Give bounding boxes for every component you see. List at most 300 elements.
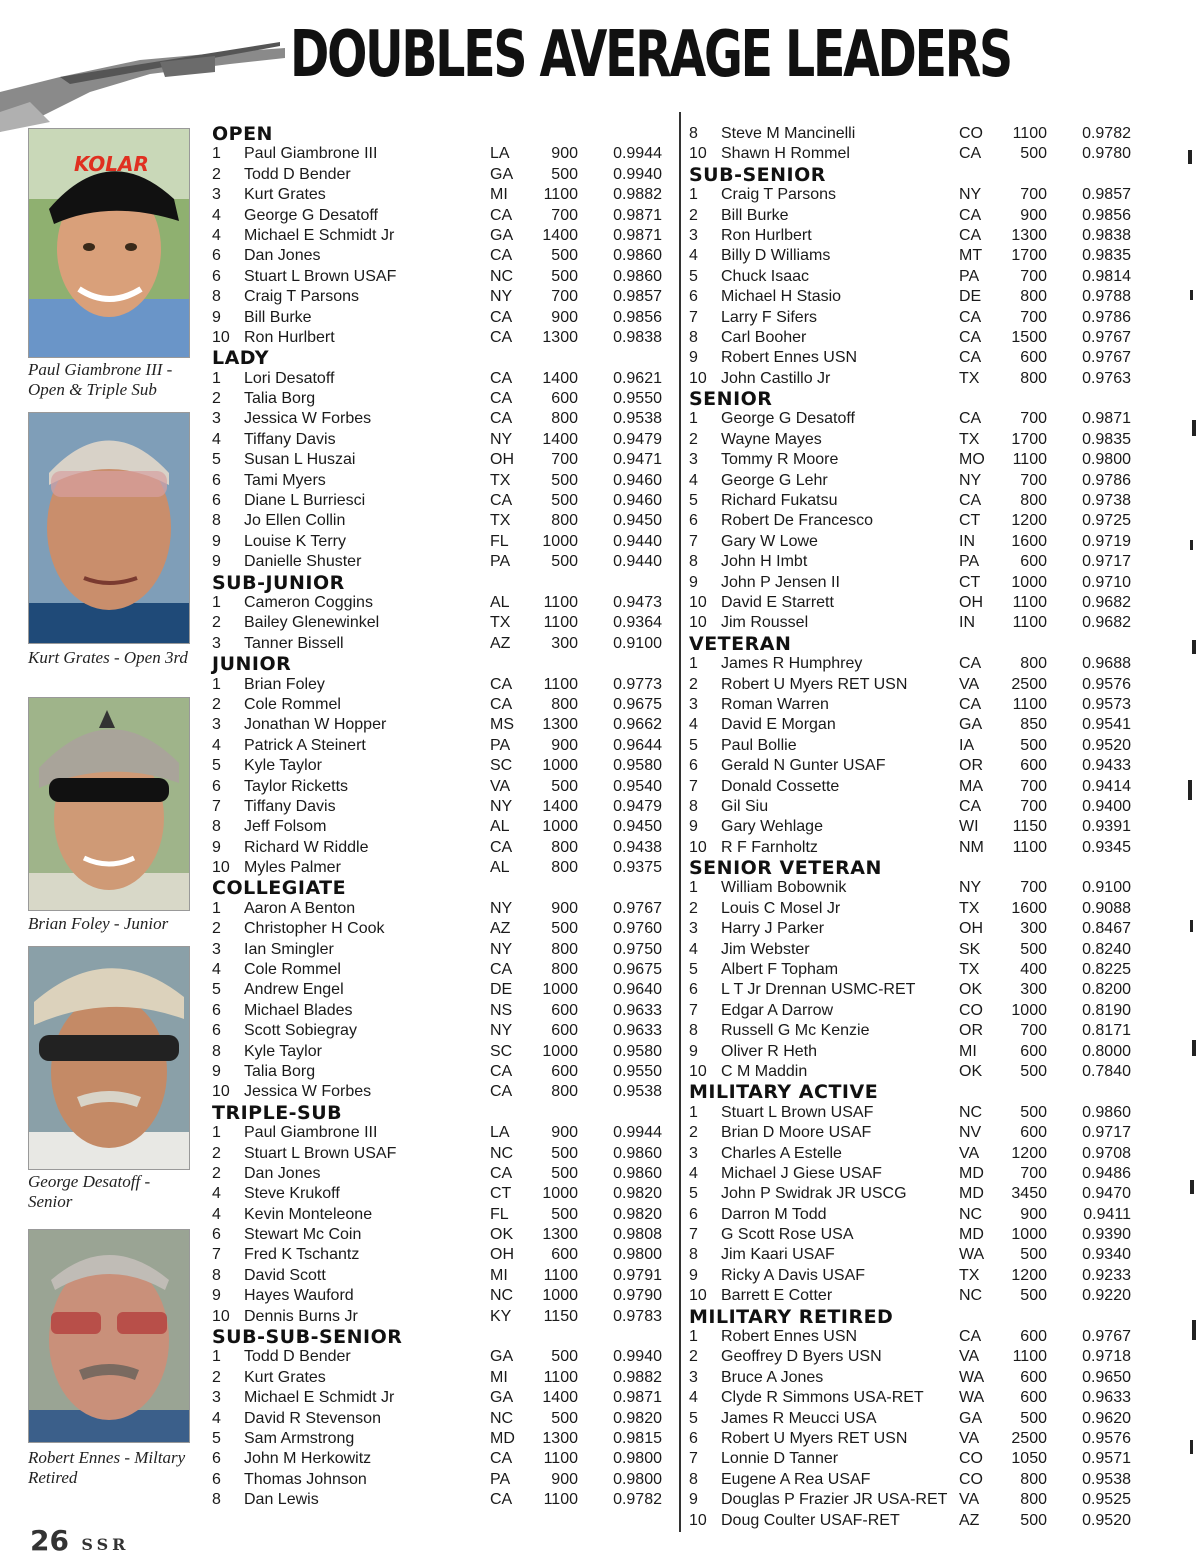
leader-row [689,267,1144,287]
rank: 2 [212,920,221,938]
state: NY [490,797,513,815]
state: NY [490,1022,513,1040]
average: 0.9835 [1082,430,1131,448]
state: CA [490,675,513,693]
targets: 600 [551,1246,578,1264]
rank: 6 [212,247,221,265]
rank: 10 [689,838,707,856]
shooter-name: Michael J Giese USAF [721,1164,882,1182]
targets: 1100 [543,1450,578,1468]
leader-row [212,1144,667,1164]
targets: 1400 [542,797,578,815]
state: TX [959,430,980,448]
leader-row [212,450,667,470]
shooter-name: Donald Cossette [721,777,840,795]
photo-paul-giambrone [28,128,190,358]
targets: 800 [1020,369,1047,387]
average: 0.9719 [1082,532,1131,550]
average: 0.9860 [613,1164,662,1182]
shooter-name: Thomas Johnson [244,1470,367,1488]
rank: 2 [212,390,221,408]
state: GA [959,716,983,734]
state: NC [490,1409,514,1427]
targets: 700 [551,206,578,224]
targets: 800 [551,410,578,428]
targets: 1000 [1011,1226,1047,1244]
leader-row [689,552,1144,572]
shooter-name: Diane L Burriesci [244,492,366,510]
average: 0.9525 [1082,1491,1131,1509]
average: 0.9391 [1082,818,1131,836]
rank: 2 [689,675,698,693]
leader-row [212,940,667,960]
targets: 900 [551,145,578,163]
rank: 10 [689,1062,707,1080]
rank: 1 [212,145,221,163]
leader-row [212,287,667,307]
targets: 700 [1020,471,1047,489]
state: DE [959,288,982,306]
targets: 1400 [542,369,578,387]
targets: 600 [1020,349,1047,367]
rank: 7 [689,308,698,326]
leader-row [689,1021,1144,1041]
rank: 3 [212,634,221,652]
average: 0.9573 [1082,695,1131,713]
shooter-name: C M Maddin [721,1062,808,1080]
targets: 500 [551,1205,578,1223]
shooter-name: Dan Jones [244,1164,321,1182]
leader-row [212,1490,667,1510]
average: 0.9576 [1082,1430,1131,1447]
photo-caption: Kurt Grates - Open 3rd [28,648,188,667]
targets: 900 [1020,1205,1047,1223]
rank: 10 [689,593,707,611]
shooter-name: Todd D Bender [244,165,351,183]
average: 0.9871 [613,1389,662,1407]
state: CO [959,1450,983,1468]
leader-row [689,1368,1144,1388]
targets: 800 [551,940,578,958]
targets: 1400 [542,430,578,448]
leader-row [689,1511,1144,1531]
targets: 500 [551,1164,578,1182]
leader-row [212,1245,667,1265]
rank: 10 [689,145,707,163]
rank: 3 [212,940,221,958]
leader-row [212,1184,667,1204]
leader-row [212,389,667,409]
targets: 1700 [1011,247,1047,265]
leader-row [212,1001,667,1021]
rank: 5 [689,267,698,285]
targets: 700 [1020,1022,1047,1040]
state: TX [490,614,511,632]
leader-row [689,1144,1144,1164]
shooter-name: Kevin Monteleone [244,1205,373,1223]
targets: 900 [551,1470,578,1488]
state: CA [959,226,982,244]
leader-row [689,1266,1144,1286]
shooter-name: Larry F Sifers [721,308,818,326]
rank: 9 [689,573,698,591]
leader-row [212,980,667,1000]
section-title: TRIPLE-SUB [212,1101,343,1124]
leader-row [689,1062,1144,1082]
average: 0.9479 [613,797,662,815]
state: GA [490,1348,514,1366]
shooter-name: Jessica W Forbes [244,410,372,428]
leader-row [212,1021,667,1041]
leader-row [212,511,667,531]
average: 0.9433 [1082,757,1131,775]
state: VA [959,1144,980,1162]
targets: 800 [1020,288,1047,306]
average: 0.9450 [613,512,662,530]
shooter-name: Michael Blades [244,1001,353,1019]
state: NC [490,1287,514,1305]
targets: 500 [551,777,578,795]
state: NS [490,1001,513,1019]
shooter-name: Gary Wehlage [721,818,823,836]
leader-row [212,756,667,776]
leader-row [689,511,1144,531]
leader-row [689,206,1144,226]
targets: 600 [551,390,578,408]
shooter-name: Russell G Mc Kenzie [721,1022,870,1040]
state: NM [959,838,984,856]
state: CA [490,1450,513,1468]
rank: 9 [212,1287,221,1305]
state: CA [490,1164,513,1182]
rank: 5 [689,1185,698,1203]
targets: 700 [1020,410,1047,428]
shooter-name: Tanner Bissell [244,634,344,652]
leader-row [212,1225,667,1245]
targets: 1000 [542,1042,578,1060]
state: IN [959,532,975,550]
average: 0.9100 [1082,879,1131,897]
targets: 500 [1020,1062,1047,1080]
shooter-name: Kurt Grates [244,186,326,204]
rank: 5 [212,451,221,469]
targets: 500 [551,247,578,265]
state: CA [959,410,982,428]
average: 0.9717 [1082,1124,1131,1142]
leader-row [689,777,1144,797]
leader-row [689,1103,1144,1123]
shooter-name: Geoffrey D Byers USN [721,1348,882,1366]
targets: 1000 [542,818,578,836]
targets: 500 [1020,1246,1047,1264]
average: 0.9783 [613,1307,662,1325]
state: NY [959,879,982,897]
rank: 2 [689,1124,698,1142]
targets: 1100 [543,675,578,693]
targets: 700 [1020,267,1047,285]
rank: 8 [689,1022,698,1040]
leader-row [212,1123,667,1143]
shooter-name: James R Meucci USA [721,1409,877,1427]
leader-row [212,1368,667,1388]
shooter-name: Stuart L Brown USAF [721,1103,874,1121]
leader-row [689,348,1144,368]
state: LA [490,1124,510,1142]
shooter-name: Edgar A Darrow [721,1001,834,1019]
average: 0.9375 [613,859,662,877]
leader-row [689,573,1144,593]
rank: 9 [689,818,698,836]
shooter-name: Bill Burke [244,308,312,326]
average: 0.9520 [1082,1511,1131,1529]
shooter-name: Ricky A Davis USAF [721,1266,866,1284]
targets: 1000 [542,981,578,999]
rank: 9 [212,1062,221,1080]
shooter-name: Scott Sobiegray [244,1022,357,1040]
state: AZ [490,920,511,938]
average: 0.9538 [613,410,662,428]
page-number: 26 [30,1524,69,1557]
state: MA [959,777,983,795]
average: 0.9820 [613,1205,662,1223]
rank: 8 [689,328,698,346]
state: NC [490,1144,514,1162]
rank: 2 [212,1368,221,1386]
shooter-name: Oliver R Heth [721,1042,818,1060]
leader-row [689,817,1144,837]
leader-row [212,1470,667,1490]
average: 0.9860 [613,1144,662,1162]
state: SC [490,1042,513,1060]
average: 0.9763 [1082,369,1131,387]
targets: 1100 [543,593,578,611]
targets: 500 [551,553,578,571]
targets: 1100 [1012,125,1047,142]
leader-row [212,695,667,715]
average: 0.9470 [1082,1185,1131,1203]
state: CA [959,145,982,163]
state: CA [490,247,513,265]
shooter-name: Louise K Terry [244,532,346,550]
average: 0.9479 [613,430,662,448]
average: 0.9820 [613,1409,662,1427]
state: MT [959,247,983,265]
state: CA [490,308,513,326]
shooter-name: Roman Warren [721,695,829,713]
state: MD [490,1430,515,1447]
rank: 7 [689,1226,698,1244]
shooter-name: Robert De Francesco [721,512,874,530]
rank: 6 [689,757,698,775]
shooter-name: Richard W Riddle [244,838,369,856]
average: 0.8225 [1082,961,1131,979]
shooter-name: Fred K Tschantz [244,1246,360,1264]
targets: 300 [1020,920,1047,938]
targets: 600 [1020,1389,1047,1407]
state: NY [959,471,982,489]
rank: 7 [689,1450,698,1468]
leader-row [212,369,667,389]
rank: 8 [212,818,221,836]
shooter-name: Craig T Parsons [721,186,837,204]
state: CO [959,125,983,142]
average: 0.9800 [613,1470,662,1488]
shooter-name: Sam Armstrong [244,1430,355,1447]
targets: 1050 [1011,1450,1047,1468]
state: NY [490,940,513,958]
rank: 3 [212,716,221,734]
average: 0.9390 [1082,1226,1131,1244]
rank: 5 [689,492,698,510]
targets: 800 [551,838,578,856]
state: FL [490,1205,509,1223]
leader-row [212,858,667,878]
average: 0.9440 [613,532,662,550]
state: NY [490,899,513,917]
leader-row [689,185,1144,205]
shooter-name: Tami Myers [244,471,326,489]
average: 0.9767 [613,899,662,917]
targets: 1300 [1011,226,1047,244]
average: 0.9860 [1082,1103,1131,1121]
average: 0.9860 [613,267,662,285]
rank: 6 [212,1022,221,1040]
average: 0.9882 [613,186,662,204]
rank: 9 [689,349,698,367]
targets: 1300 [542,716,578,734]
rank: 6 [212,492,221,510]
rank: 4 [689,716,698,734]
rank: 4 [212,736,221,754]
shooter-name: Stuart L Brown USAF [244,267,397,285]
rank: 2 [689,430,698,448]
rank: 2 [212,695,221,713]
state: GA [959,1409,983,1427]
state: VA [959,1348,980,1366]
rank: 3 [689,451,698,469]
average: 0.9571 [1082,1450,1131,1468]
state: VA [959,1430,980,1447]
average: 0.9725 [1082,512,1131,530]
average: 0.9450 [613,818,662,836]
shooter-name: Jeff Folsom [244,818,327,836]
rank: 1 [689,1103,698,1121]
leader-row [689,695,1144,715]
rank: 2 [212,614,221,632]
shotgun-illustration [0,22,290,132]
state: OK [959,1062,983,1080]
average: 0.9760 [613,920,662,938]
state: OH [490,451,514,469]
leader-row [689,838,1144,858]
leaders-column-right [689,124,1144,1531]
rank: 1 [689,186,698,204]
shooter-name: Ian Smingler [244,940,334,958]
state: CA [490,206,513,224]
rank: 6 [212,1450,221,1468]
targets: 800 [1020,492,1047,510]
targets: 600 [551,1022,578,1040]
leader-row [212,491,667,511]
leader-row [689,430,1144,450]
shooter-name: Tiffany Davis [244,430,336,448]
leader-row [212,165,667,185]
shooter-name: Stuart L Brown USAF [244,1144,397,1162]
leader-row [689,1449,1144,1469]
targets: 300 [551,634,578,652]
rank: 2 [689,206,698,224]
targets: 600 [1020,1368,1047,1386]
average: 0.9791 [613,1266,662,1284]
targets: 1100 [543,1266,578,1284]
leader-row [689,878,1144,898]
shooter-name: David Scott [244,1266,326,1284]
leader-row [689,369,1144,389]
shooter-name: William Bobownik [721,879,847,897]
state: NC [959,1287,983,1305]
photo-robert-ennes [28,1229,190,1443]
targets: 900 [551,1124,578,1142]
state: PA [959,267,980,285]
leader-row [689,980,1144,1000]
leader-row [689,756,1144,776]
shooter-name: Lonnie D Tanner [721,1450,839,1468]
targets: 500 [1020,1511,1047,1529]
targets: 1100 [543,1491,578,1509]
targets: 500 [551,1348,578,1366]
average: 0.9682 [1082,614,1131,632]
shooter-name: Charles A Estelle [721,1144,842,1162]
average: 0.9550 [613,1062,662,1080]
state: PA [959,553,980,571]
leader-row [212,1449,667,1469]
state: PA [490,736,511,754]
shooter-name: Susan L Huszai [244,451,356,469]
rank: 9 [689,1042,698,1060]
targets: 400 [1020,961,1047,979]
leader-row [212,328,667,348]
leader-row [689,1123,1144,1143]
rank: 2 [689,1348,698,1366]
leader-row [212,715,667,735]
leader-row [689,797,1144,817]
section-title: SENIOR [689,388,773,411]
page-title: DOUBLES AVERAGE LEADERS [290,18,1011,92]
average: 0.9860 [613,247,662,265]
average: 0.9675 [613,961,662,979]
shooter-name: Robert U Myers RET USN [721,675,908,693]
targets: 800 [551,695,578,713]
rank: 3 [689,1368,698,1386]
state: IA [959,736,975,754]
leader-row [689,1205,1144,1225]
hat-logo-text: KOLAR [74,152,149,176]
rank: 3 [689,920,698,938]
average: 0.9538 [613,1083,662,1101]
rank: 6 [689,1205,698,1223]
average: 0.9650 [1082,1368,1131,1386]
state: CA [490,1062,513,1080]
targets: 800 [1020,1491,1047,1509]
rank: 4 [689,1164,698,1182]
leader-row [689,124,1144,144]
leader-row [689,491,1144,511]
shooter-name: Steve M Mancinelli [721,125,856,142]
shooter-name: Richard Fukatsu [721,492,838,510]
targets: 700 [1020,797,1047,815]
leader-row [212,675,667,695]
leader-row [689,471,1144,491]
